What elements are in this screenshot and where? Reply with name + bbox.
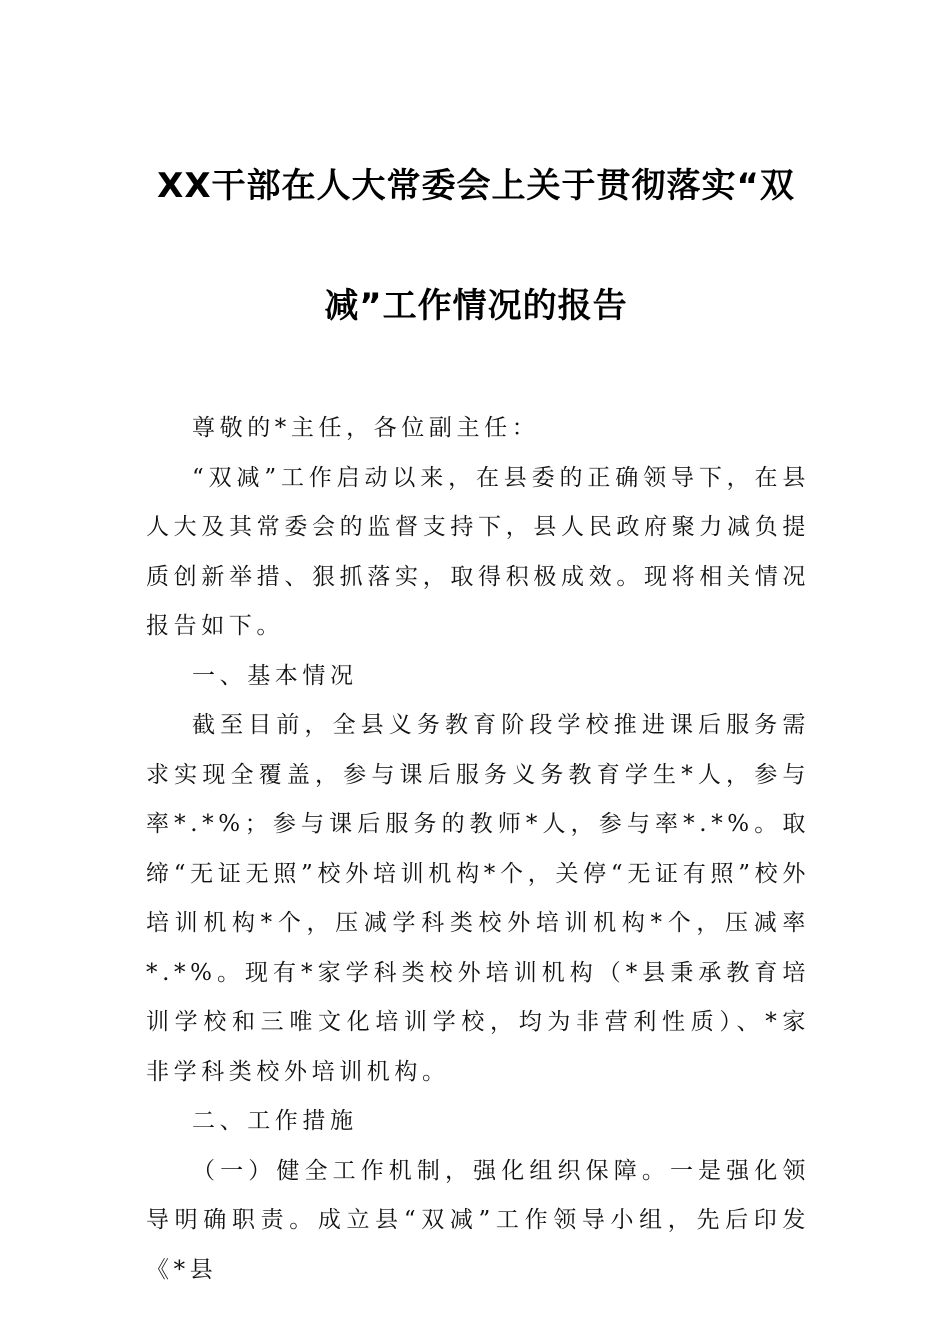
basic-situation-paragraph: 截至目前，全县义务教育阶段学校推进课后服务需求实现全覆盖，参与课后服务义务教育学生*人，参与率*.*%；参与课后服务的教师*人，参与率*.*%。取缔“无证无照”校外培训机构*个，关停“无证有照”校外培训机构*个，压减学科类校外培训机构*个，压减率*.*%。现有*家学科类校外培训机构（*县秉承教育培训学校和三唯文化培训学校，均为非营利性质）、*家非学科类校外培训机构。 — [146, 712, 810, 1085]
document-title-line-1: XX干部在人大常委会上关于贯彻落实“双 — [157, 166, 795, 206]
section-heading-work-measures: 二、工作措施 — [192, 1108, 358, 1134]
work-measures-paragraph: （一）健全工作机制，强化组织保障。一是强化领导明确职责。成立县“双减”工作领导小组，先后印发《*县 — [146, 1157, 810, 1283]
intro-paragraph: “双减”工作启动以来，在县委的正确领导下，在县人大及其常委会的监督支持下，县人民政府聚力减负提质创新举措、狠抓落实，取得积极成效。现将相关情况报告如下。 — [146, 464, 810, 639]
document-title-line-2: 减”工作情况的报告 — [324, 286, 628, 326]
salutation-paragraph: 尊敬的*主任，各位副主任： — [192, 415, 540, 441]
document-body — [146, 404, 810, 1295]
section-heading-basic-situation: 一、基本情况 — [192, 662, 358, 689]
